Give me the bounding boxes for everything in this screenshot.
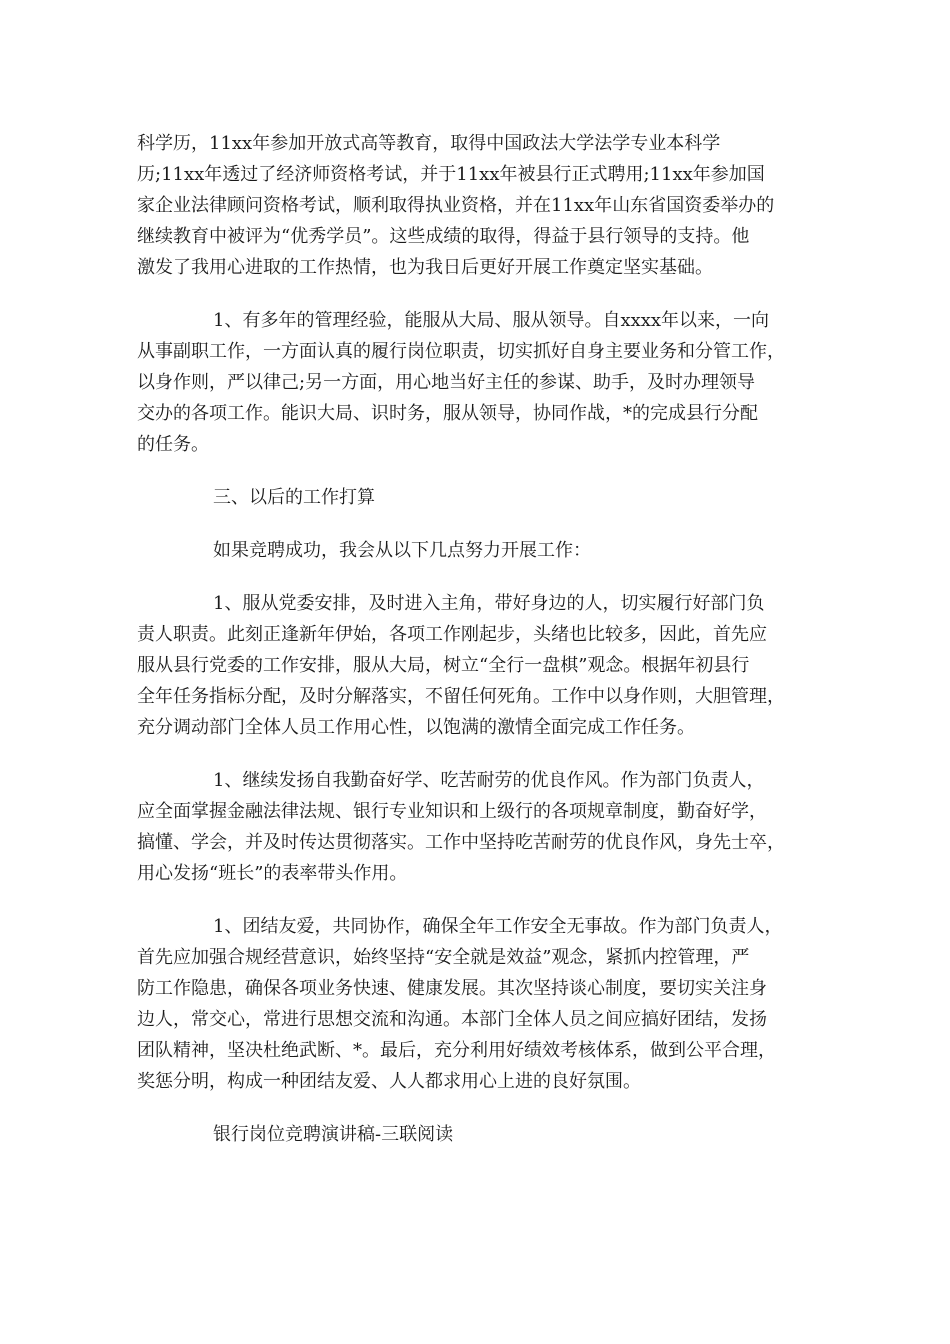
text-line: 1、服从党委安排，及时进入主角，带好身边的人，切实履行好部门负 bbox=[213, 593, 765, 614]
text-line: 历;11xx年透过了经济师资格考试，并于11xx年被县行正式聘用;11xx年参加国 bbox=[137, 164, 765, 185]
text-line: 搞懂、学会，并及时传达贯彻落实。工作中坚持吃苦耐劳的优良作风，身先士卒， bbox=[137, 832, 785, 853]
paragraph-plan-1 bbox=[137, 588, 827, 743]
text-line: 的任务。 bbox=[137, 434, 209, 455]
text-line: 应全面掌握金融法律法规、银行专业知识和上级行的各项规章制度，勤奋好学， bbox=[137, 801, 767, 822]
text-line: 以身作则，严以律己;另一方面，用心地当好主任的参谋、助手，及时办理领导 bbox=[137, 372, 756, 393]
footer-title: 银行岗位竞聘演讲稿-三联阅读 bbox=[213, 1124, 454, 1145]
paragraph-management-experience bbox=[137, 305, 827, 460]
text-line: 奖惩分明，构成一种团结友爱、人人都求用心上进的良好氛围。 bbox=[137, 1071, 641, 1092]
text-line: 1、有多年的管理经验，能服从大局、服从领导。自xxxx年以来，一向 bbox=[213, 310, 770, 331]
section-heading: 三、以后的工作打算 bbox=[213, 487, 375, 508]
text-line: 首先应加强合规经营意识，始终坚持“安全就是效益”观念，紧抓内控管理，严 bbox=[137, 947, 750, 968]
text-line: 如果竞聘成功，我会从以下几点努力开展工作： bbox=[213, 540, 591, 561]
text-line: 团队精神，坚决杜绝武断、*。最后，充分利用好绩效考核体系，做到公平合理， bbox=[137, 1040, 776, 1061]
text-line: 用心发扬“班长”的表率带头作用。 bbox=[137, 863, 408, 884]
paragraph-plan-3 bbox=[137, 911, 827, 1097]
text-line: 责人职责。此刻正逢新年伊始，各项工作刚起步，头绪也比较多，因此，首先应 bbox=[137, 624, 767, 645]
text-line: 家企业法律顾问资格考试，顺利取得执业资格，并在11xx年山东省国资委举办的 bbox=[137, 195, 775, 216]
paragraph-plan-2 bbox=[137, 765, 827, 889]
text-line: 激发了我用心进取的工作热情，也为我日后更好开展工作奠定坚实基础。 bbox=[137, 257, 713, 278]
paragraph-education bbox=[137, 128, 827, 283]
text-line: 充分调动部门全体人员工作用心性，以饱满的激情全面完成工作任务。 bbox=[137, 717, 695, 738]
text-line: 服从县行党委的工作安排，服从大局，树立“全行一盘棋”观念。根据年初县行 bbox=[137, 655, 750, 676]
document-footer-title bbox=[137, 1119, 827, 1150]
section-heading-future-plans bbox=[137, 482, 827, 513]
document-body bbox=[137, 128, 827, 1172]
paragraph-intro bbox=[137, 535, 827, 566]
text-line: 从事副职工作，一方面认真的履行岗位职责，切实抓好自身主要业务和分管工作， bbox=[137, 341, 785, 362]
text-line: 防工作隐患，确保各项业务快速、健康发展。其次坚持谈心制度，要切实关注身 bbox=[137, 978, 767, 999]
text-line: 继续教育中被评为“优秀学员”。这些成绩的取得，得益于县行领导的支持。他 bbox=[137, 226, 750, 247]
text-line: 科学历，11xx年参加开放式高等教育，取得中国政法大学法学专业本科学 bbox=[137, 133, 721, 154]
text-line: 边人，常交心，常进行思想交流和沟通。本部门全体人员之间应搞好团结，发扬 bbox=[137, 1009, 767, 1030]
text-line: 交办的各项工作。能识大局、识时务，服从领导，协同作战，*的完成县行分配 bbox=[137, 403, 758, 424]
text-line: 1、团结友爱，共同协作，确保全年工作安全无事故。作为部门负责人， bbox=[213, 916, 783, 937]
text-line: 全年任务指标分配，及时分解落实，不留任何死角。工作中以身作则，大胆管理， bbox=[137, 686, 785, 707]
text-line: 1、继续发扬自我勤奋好学、吃苦耐劳的优良作风。作为部门负责人， bbox=[213, 770, 765, 791]
